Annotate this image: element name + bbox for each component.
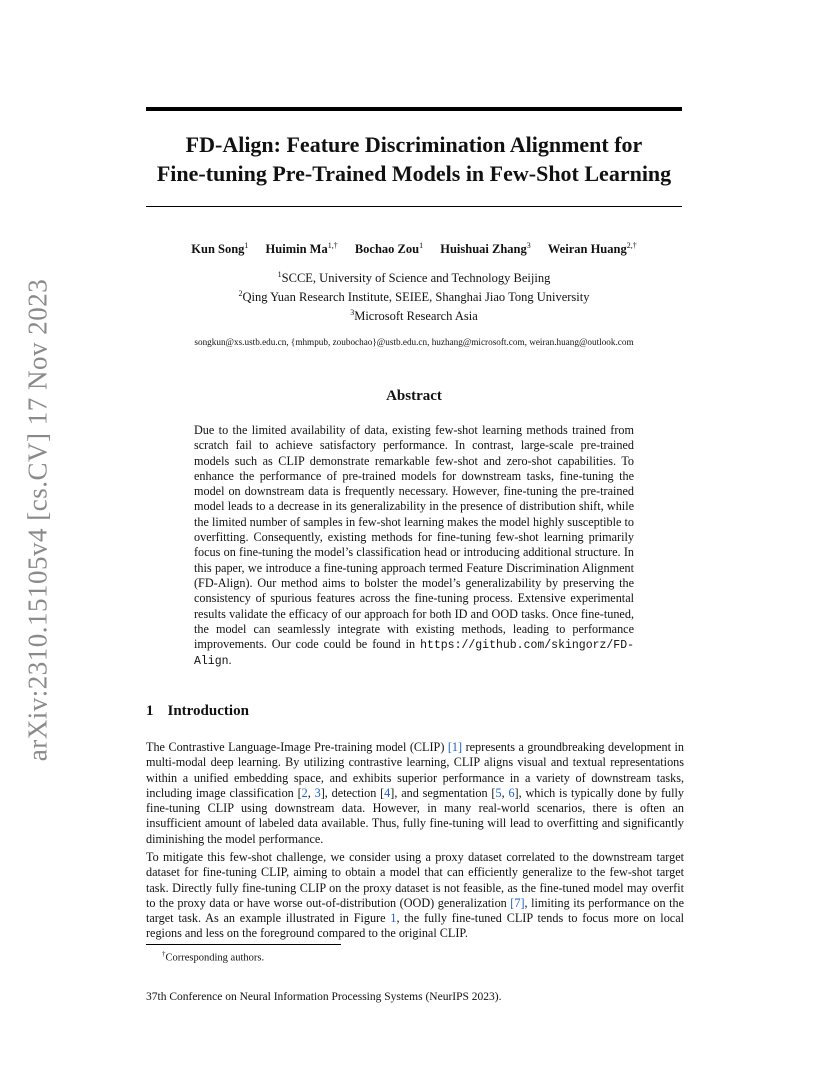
footnote: †Corresponding authors. [162,950,265,964]
citation-link[interactable]: 5 [495,785,502,800]
author: Huishuai Zhang$^3$ [440,241,531,257]
section-heading: 1 Introduction [146,703,249,719]
affiliation: $^1$SCCE, University of Science and Technology Beijing [277,270,551,286]
conference-note: 37th Conference on Neural Information Processing Systems (NeurIPS 2023). [146,991,502,1003]
author: Kun Song$^1$ [191,241,249,257]
author: Huimin $Ma^{1,\dagger}$ [265,241,338,257]
title-line-2: Fine-tuning Pre-Trained Models in Few-Shot Learning [156,161,672,186]
arxiv-identifier: arXiv:2310.15105v4 [cs.CV] 17 Nov 2023 [22,278,53,762]
author-list [120,241,708,257]
affiliation: $^2$Qing Yuan Research Institute, SEIEE, Shanghai Jiao Tong University [238,289,590,305]
code-url[interactable]: https://github.com/skingorz/FD-Align [194,639,634,669]
affiliation: $^3$Microsoft Research Asia [350,308,478,324]
footnote-rule [146,944,341,945]
author: Bochao Zou$^1$ [354,241,424,257]
citation-link[interactable]: [7] [510,895,525,910]
citation-link[interactable]: 4 [384,785,391,800]
intro-paragraph-2: To mitigate this few-shot challenge, we consider using a proxy dataset correlated to the downstream target dataset for fine-tuning CLIP, aiming to obtain a model that can efficiently generalize to the few-shot target task. Directly fully fine-tuning CLIP on the proxy dataset is not feasible, as the fine-tuned model may overfit to the proxy data or have worse out-of-distribution (OOD) generalization [7], limiting its performance on the target task. As an example illustrated in Figure 1, the fully fine-tuned CLIP tends to focus more on local regions and less on the foreground compared to the original CLIP. [146,850,684,941]
paper-title [120,130,708,188]
author-emails: songkun@xs.ustb.edu.cn, {mhmpub, zoubochao}@ustb.edu.cn, huzhang@microsoft.com, weiran.huang@outlook.com [194,337,634,347]
title-bottom-rule [146,206,682,207]
abstract-body: Due to the limited availability of data, existing few-shot learning methods trained from scratch fail to achieve satisfactory performance. In contrast, large-scale pre-trained models such as CLIP demonstrate remarkable few-shot and zero-shot capabilities. To enhance the performance of pre-trained models for downstream tasks, fine-tuning the model on downstream data is frequently necessary. However, fine-tuning the pre-trained model leads to a decrease in its generalizability in the presence of distribution shift, while the limited number of samples in few-shot learning makes the model highly susceptible to overfitting. Consequently, existing methods for fine-tuning few-shot learning primarily focus on fine-tuning the model’s classification head or introducing additional structure. In this paper, we introduce a fine-tuning approach termed Feature Discrimination Alignment (FD-Align). Our method aims to bolster the model’s generalizability by preserving the consistency of spurious features across the fine-tuning process. Extensive experimental results validate the efficacy of our approach for both ID and OOD tasks. Once fine-tuned, the model can seamlessly integrate with existing methods, leading to performance improvements. Our code could be found in https://github.com/skingorz/FD-Align. [194,423,634,669]
citation-link[interactable]: 2 [301,785,308,800]
citation-link[interactable]: 6 [508,785,515,800]
citation-link[interactable]: [1] [447,740,463,754]
figure-link[interactable]: 1 [390,911,397,926]
intro-paragraph-1: The Contrastive Language-Image Pre-training model (CLIP) [1] represents a groundbreaking development in multi-modal deep learning. By utilizing contrastive learning, CLIP aligns visual and textual representations within a unified embedding space, and exhibits superior performance in a variety of downstream tasks, including image classification [2, 3], detection [4], and segmentation [5, 6], which is typically done by fully fine-tuning CLIP using downstream data. However, in many real-world scenarios, there is often an insufficient amount of labeled data available. Thus, fully fine-tuning will lead to overfitting and significantly diminishing the model performance. [146,740,685,846]
citation-link[interactable]: 3 [314,785,321,800]
title-top-rule [146,107,682,111]
author: Weiran Huang$^{2,\dagger}$ [547,241,637,257]
abstract-heading: Abstract [386,388,442,404]
title-line-1: FD-Align: Feature Discrimination Alignment for [185,132,643,157]
